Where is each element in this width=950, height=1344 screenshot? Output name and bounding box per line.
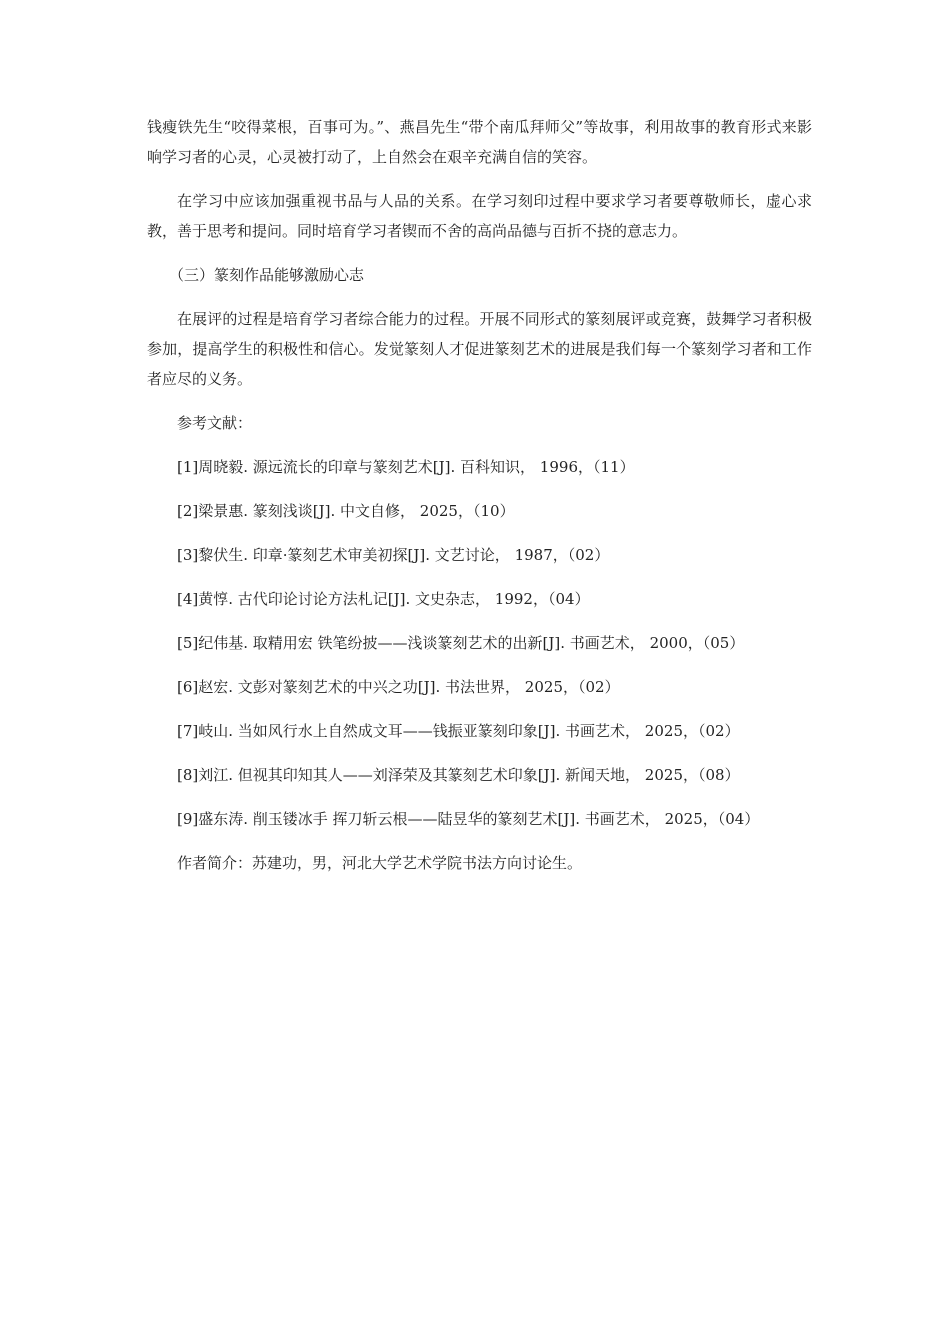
reference-item: [9]盛东涛. 削玉镂冰手 挥刀斩云根——陆昱华的篆刻艺术[J]. 书画艺术， 2025，（04） [177, 810, 760, 828]
body-paragraph-1: 钱瘦铁先生“咬得菜根，百事可为。”、燕昌先生“带个南瓜拜师父”等故事，利用故事的教育形式来影响学习者的心灵，心灵被打动了，上自然会在艰辛充满自信的笑容。 [147, 118, 812, 166]
references-title: 参考文献： [177, 414, 253, 432]
reference-item: [6]赵宏. 文彭对篆刻艺术的中兴之功[J]. 书法世界， 2025，（02） [177, 678, 620, 696]
reference-item: [1]周晓毅. 源远流长的印章与篆刻艺术[J]. 百科知识， 1996，（11） [177, 458, 635, 476]
author-bio: 作者简介：苏建功，男，河北大学艺术学院书法方向讨论生。 [177, 854, 583, 872]
section-heading-3: （三）篆刻作品能够激励心志 [169, 266, 365, 284]
reference-item: [7]岐山. 当如风行水上自然成文耳——钱振亚篆刻印象[J]. 书画艺术， 2025，（02） [177, 722, 740, 740]
reference-item: [4]黄惇. 古代印论讨论方法札记[J]. 文史杂志， 1992，（04） [177, 590, 590, 608]
reference-item: [3]黎伏生. 印章·篆刻艺术审美初探[J]. 文艺讨论， 1987，（02） [177, 546, 610, 564]
reference-item: [8]刘江. 但视其印知其人——刘泽荣及其篆刻艺术印象[J]. 新闻天地， 2025，（08） [177, 766, 740, 784]
body-paragraph-3: 在展评的过程是培育学习者综合能力的过程。开展不同形式的篆刻展评或竞赛，鼓舞学习者积极参加，提高学生的积极性和信心。发觉篆刻人才促进篆刻艺术的进展是我们每一个篆刻学习者和工作者应尽的义务。 [147, 310, 812, 388]
reference-item: [5]纪伟基. 取精用宏 铁笔纷披——浅谈篆刻艺术的出新[J]. 书画艺术， 2000，（05） [177, 634, 745, 652]
body-paragraph-2: 在学习中应该加强重视书品与人品的关系。在学习刻印过程中要求学习者要尊敬师长，虚心求教，善于思考和提问。同时培育学习者锲而不舍的高尚品德与百折不挠的意志力。 [147, 192, 812, 240]
reference-item: [2]梁景惠. 篆刻浅谈[J]. 中文自修， 2025，（10） [177, 502, 515, 520]
document-page [147, 112, 812, 892]
